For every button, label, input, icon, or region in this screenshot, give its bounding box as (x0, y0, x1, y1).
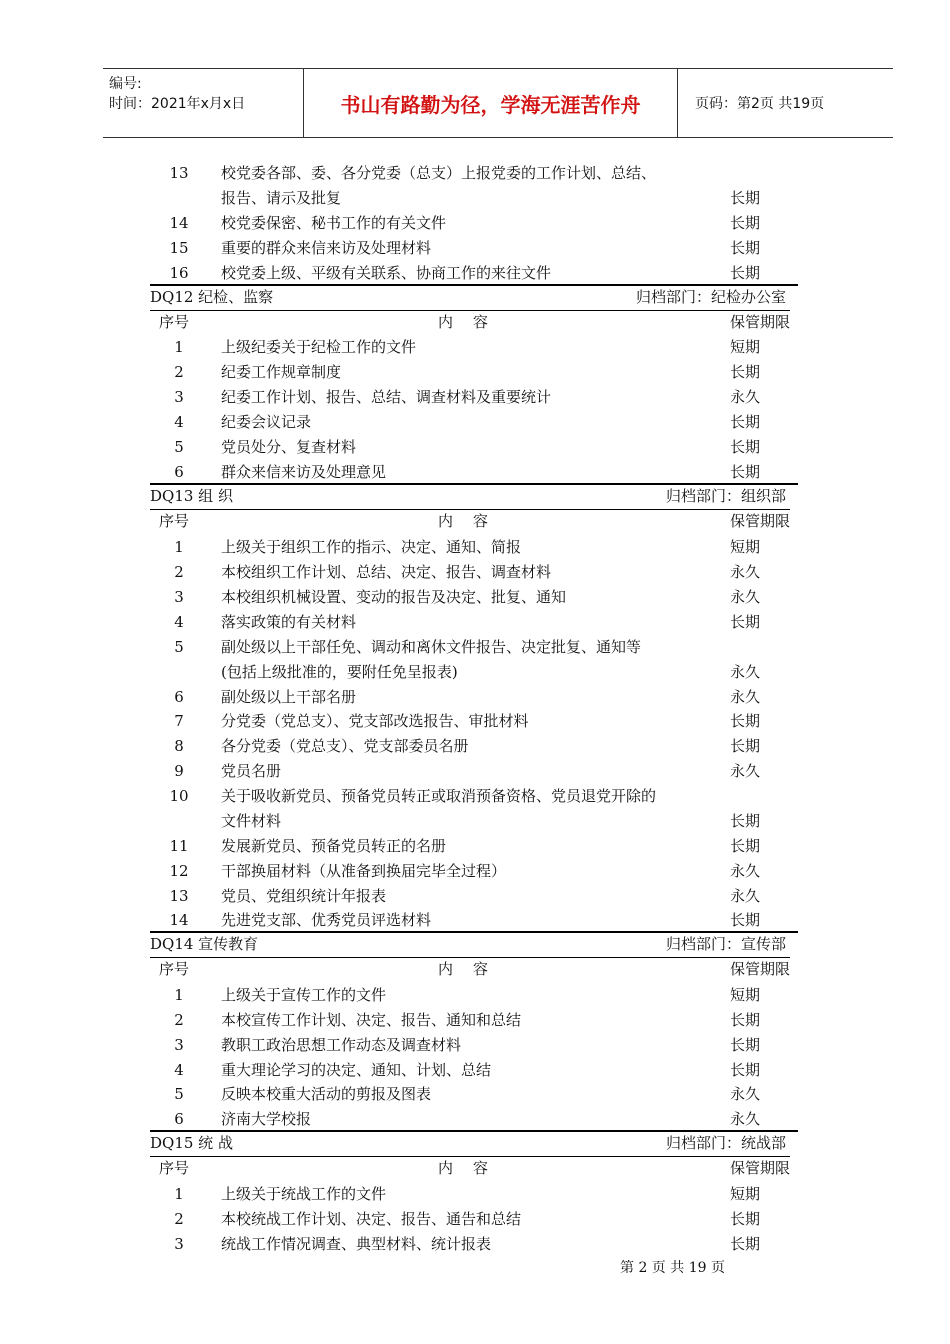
section-header-dq14 (150, 931, 798, 956)
row-period: 永久 (730, 1110, 761, 1128)
section-dept: 归档部门：宣传部 (665, 935, 786, 953)
row-period: 永久 (730, 663, 761, 681)
row-number: 16 (169, 264, 189, 282)
row-content: 上级关于组织工作的指示、决定、通知、简报 (221, 538, 522, 556)
row-period: 长期 (730, 438, 761, 456)
col-period-header: 保管期限 (729, 512, 790, 530)
list-item (0, 585, 800, 609)
list-item (0, 460, 800, 484)
row-content: 本校宣传工作计划、决定、报告、通知和总结 (221, 1011, 522, 1029)
row-number: 6 (174, 463, 184, 481)
list-item (0, 635, 800, 659)
list-item (0, 983, 800, 1007)
row-period: 长期 (730, 1061, 761, 1079)
row-number: 11 (169, 837, 189, 855)
section-header-dq15 (150, 1130, 798, 1155)
row-period: 长期 (730, 214, 761, 232)
section-title: DQ12 纪检、监察 (150, 288, 274, 306)
row-content: 上级纪委关于纪检工作的文件 (221, 338, 417, 356)
doc-time-label: 时间：2021年x月x日 (109, 96, 246, 112)
row-number: 5 (174, 438, 184, 456)
list-item (0, 834, 800, 858)
row-content: 本校组织机械设置、变动的报告及决定、批复、通知 (221, 588, 567, 606)
row-content: 重大理论学习的决定、通知、计划、总结 (221, 1061, 492, 1079)
row-content: 分党委（党总支）、党支部改选报告、审批材料 (221, 712, 529, 730)
row-number: 1 (174, 1185, 184, 1203)
col-period-header: 保管期限 (729, 1159, 790, 1177)
list-item (0, 410, 800, 434)
row-content: (包括上级批准的，要附任免呈报表) (221, 663, 458, 681)
list-item (0, 211, 800, 235)
row-content: 党员处分、复查材料 (221, 438, 357, 456)
row-period: 长期 (730, 1036, 761, 1054)
row-content: 落实政策的有关材料 (221, 613, 357, 631)
row-number: 12 (169, 862, 189, 880)
row-number: 4 (174, 613, 184, 631)
list-item (0, 908, 800, 932)
row-number: 14 (169, 911, 189, 929)
row-content: 发展新党员、预备党员转正的名册 (221, 837, 447, 855)
row-period: 长期 (730, 712, 761, 730)
row-number: 3 (174, 1036, 184, 1054)
list-item (0, 186, 800, 210)
row-number: 14 (169, 214, 189, 232)
row-content: 教职工政治思想工作动态及调查材料 (221, 1036, 462, 1054)
col-number-header: 序号 (159, 1159, 190, 1177)
row-period: 永久 (730, 1085, 761, 1103)
row-number: 2 (174, 1011, 184, 1029)
row-period: 长期 (730, 1210, 761, 1228)
section-header-dq12 (150, 284, 798, 309)
col-content-header: 内容 (438, 960, 509, 978)
row-number: 1 (174, 986, 184, 1004)
list-item (0, 709, 800, 733)
list-item (0, 660, 800, 684)
row-content: 副处级以上干部任免、调动和离休文件报告、决定批复、通知等 (221, 638, 642, 656)
row-content: 干部换届材料（从准备到换届完毕全过程） (221, 862, 507, 880)
row-number: 6 (174, 1110, 184, 1128)
row-period: 永久 (730, 388, 761, 406)
list-item (0, 535, 800, 559)
row-content: 文件材料 (221, 812, 282, 830)
row-number: 4 (174, 1061, 184, 1079)
row-number: 13 (169, 164, 189, 182)
row-content: 统战工作情况调查、典型材料、统计报表 (221, 1235, 492, 1253)
list-item (0, 1008, 800, 1032)
row-content: 报告、请示及批复 (221, 189, 342, 207)
row-number: 2 (174, 563, 184, 581)
col-period-header: 保管期限 (729, 960, 790, 978)
page-header (103, 68, 893, 138)
col-content-header: 内容 (438, 1159, 509, 1177)
row-period: 长期 (730, 737, 761, 755)
col-number-header: 序号 (159, 313, 190, 331)
row-period: 永久 (730, 588, 761, 606)
list-item (0, 784, 800, 808)
list-item (0, 1207, 800, 1231)
row-period: 长期 (730, 837, 761, 855)
row-number: 10 (169, 787, 189, 805)
list-item (0, 1033, 800, 1057)
row-content: 各分党委（党总支）、党支部委员名册 (221, 737, 469, 755)
section-dept: 归档部门：纪检办公室 (635, 288, 786, 306)
section-dept: 归档部门：统战部 (665, 1134, 786, 1152)
row-period: 长期 (730, 363, 761, 381)
row-number: 8 (174, 737, 184, 755)
col-content-header: 内容 (438, 512, 509, 530)
row-period: 长期 (730, 1235, 761, 1253)
row-period: 永久 (730, 887, 761, 905)
row-content: 党员、党组织统计年报表 (221, 887, 387, 905)
section-title: DQ15 统 战 (150, 1134, 233, 1152)
column-header (150, 310, 790, 333)
row-number: 5 (174, 638, 184, 656)
row-number: 3 (174, 388, 184, 406)
list-item (0, 236, 800, 260)
list-item (0, 560, 800, 584)
row-content: 校党委各部、委、各分党委（总支）上报党委的工作计划、总结、 (221, 164, 657, 182)
header-meta (103, 69, 304, 137)
row-period: 短期 (730, 338, 761, 356)
row-period: 短期 (730, 986, 761, 1004)
page-number-text: 页码：第2页 共19页 (695, 96, 825, 112)
list-item (0, 809, 800, 833)
row-period: 永久 (730, 688, 761, 706)
row-content: 校党委上级、平级有关联系、协商工作的来往文件 (221, 264, 552, 282)
row-number: 1 (174, 338, 184, 356)
list-item (0, 360, 800, 384)
row-number: 6 (174, 688, 184, 706)
row-number: 13 (169, 887, 189, 905)
row-content: 校党委保密、秘书工作的有关文件 (221, 214, 447, 232)
list-item (0, 734, 800, 758)
column-header (150, 957, 790, 980)
row-content: 关于吸收新党员、预备党员转正或取消预备资格、党员退党开除的 (221, 787, 657, 805)
row-content: 纪委会议记录 (221, 413, 312, 431)
row-period: 长期 (730, 613, 761, 631)
row-period: 长期 (730, 911, 761, 929)
row-content: 本校组织工作计划、总结、决定、报告、调查材料 (221, 563, 552, 581)
row-number: 2 (174, 363, 184, 381)
row-period: 永久 (730, 563, 761, 581)
row-content: 济南大学校报 (221, 1110, 312, 1128)
row-number: 7 (174, 712, 184, 730)
row-period: 永久 (730, 862, 761, 880)
header-motto: 书山有路勤为径，学海无涯苦作舟 (304, 69, 678, 137)
list-item (0, 884, 800, 908)
list-item (0, 161, 800, 185)
col-content-header: 内容 (438, 313, 509, 331)
row-period: 长期 (730, 189, 761, 207)
row-content: 本校统战工作计划、决定、报告、通告和总结 (221, 1210, 522, 1228)
row-content: 反映本校重大活动的剪报及图表 (221, 1085, 432, 1103)
row-period: 永久 (730, 762, 761, 780)
list-item (0, 1232, 800, 1256)
section-dept: 归档部门：组织部 (665, 487, 786, 505)
header-page-number (687, 69, 893, 137)
row-period: 短期 (730, 1185, 761, 1203)
list-item (0, 435, 800, 459)
list-item (0, 1107, 800, 1131)
row-content: 群众来信来访及处理意见 (221, 463, 387, 481)
row-number: 4 (174, 413, 184, 431)
row-period: 短期 (730, 538, 761, 556)
row-content: 上级关于宣传工作的文件 (221, 986, 387, 1004)
row-period: 长期 (730, 264, 761, 282)
row-number: 3 (174, 588, 184, 606)
list-item (0, 335, 800, 359)
section-title: DQ13 组 织 (150, 487, 233, 505)
row-period: 长期 (730, 463, 761, 481)
list-item (0, 859, 800, 883)
row-number: 9 (174, 762, 184, 780)
list-item (0, 1182, 800, 1206)
row-number: 1 (174, 538, 184, 556)
row-period: 长期 (730, 413, 761, 431)
col-period-header: 保管期限 (729, 313, 790, 331)
list-item (0, 685, 800, 709)
section-title: DQ14 宣传教育 (150, 935, 259, 953)
row-content: 上级关于统战工作的文件 (221, 1185, 387, 1203)
row-period: 长期 (730, 239, 761, 257)
row-content: 纪委工作计划、报告、总结、调查材料及重要统计 (221, 388, 552, 406)
list-item (0, 610, 800, 634)
col-number-header: 序号 (159, 512, 190, 530)
list-item (0, 1082, 800, 1106)
column-header (150, 1156, 790, 1179)
row-number: 15 (169, 239, 189, 257)
page-footer: 第 2 页 共 19 页 (620, 1260, 725, 1276)
list-item (0, 759, 800, 783)
row-content: 党员名册 (221, 762, 282, 780)
row-content: 纪委工作规章制度 (221, 363, 342, 381)
doc-code-label: 编号: (109, 76, 142, 92)
row-number: 5 (174, 1085, 184, 1103)
row-content: 重要的群众来信来访及处理材料 (221, 239, 432, 257)
row-period: 长期 (730, 1011, 761, 1029)
list-item (0, 1058, 800, 1082)
section-header-dq13 (150, 483, 798, 508)
row-number: 2 (174, 1210, 184, 1228)
column-header (150, 509, 790, 532)
row-content: 副处级以上干部名册 (221, 688, 357, 706)
row-content: 先进党支部、优秀党员评选材料 (221, 911, 432, 929)
list-item (0, 385, 800, 409)
list-item (0, 261, 800, 285)
row-number: 3 (174, 1235, 184, 1253)
col-number-header: 序号 (159, 960, 190, 978)
row-period: 长期 (730, 812, 761, 830)
